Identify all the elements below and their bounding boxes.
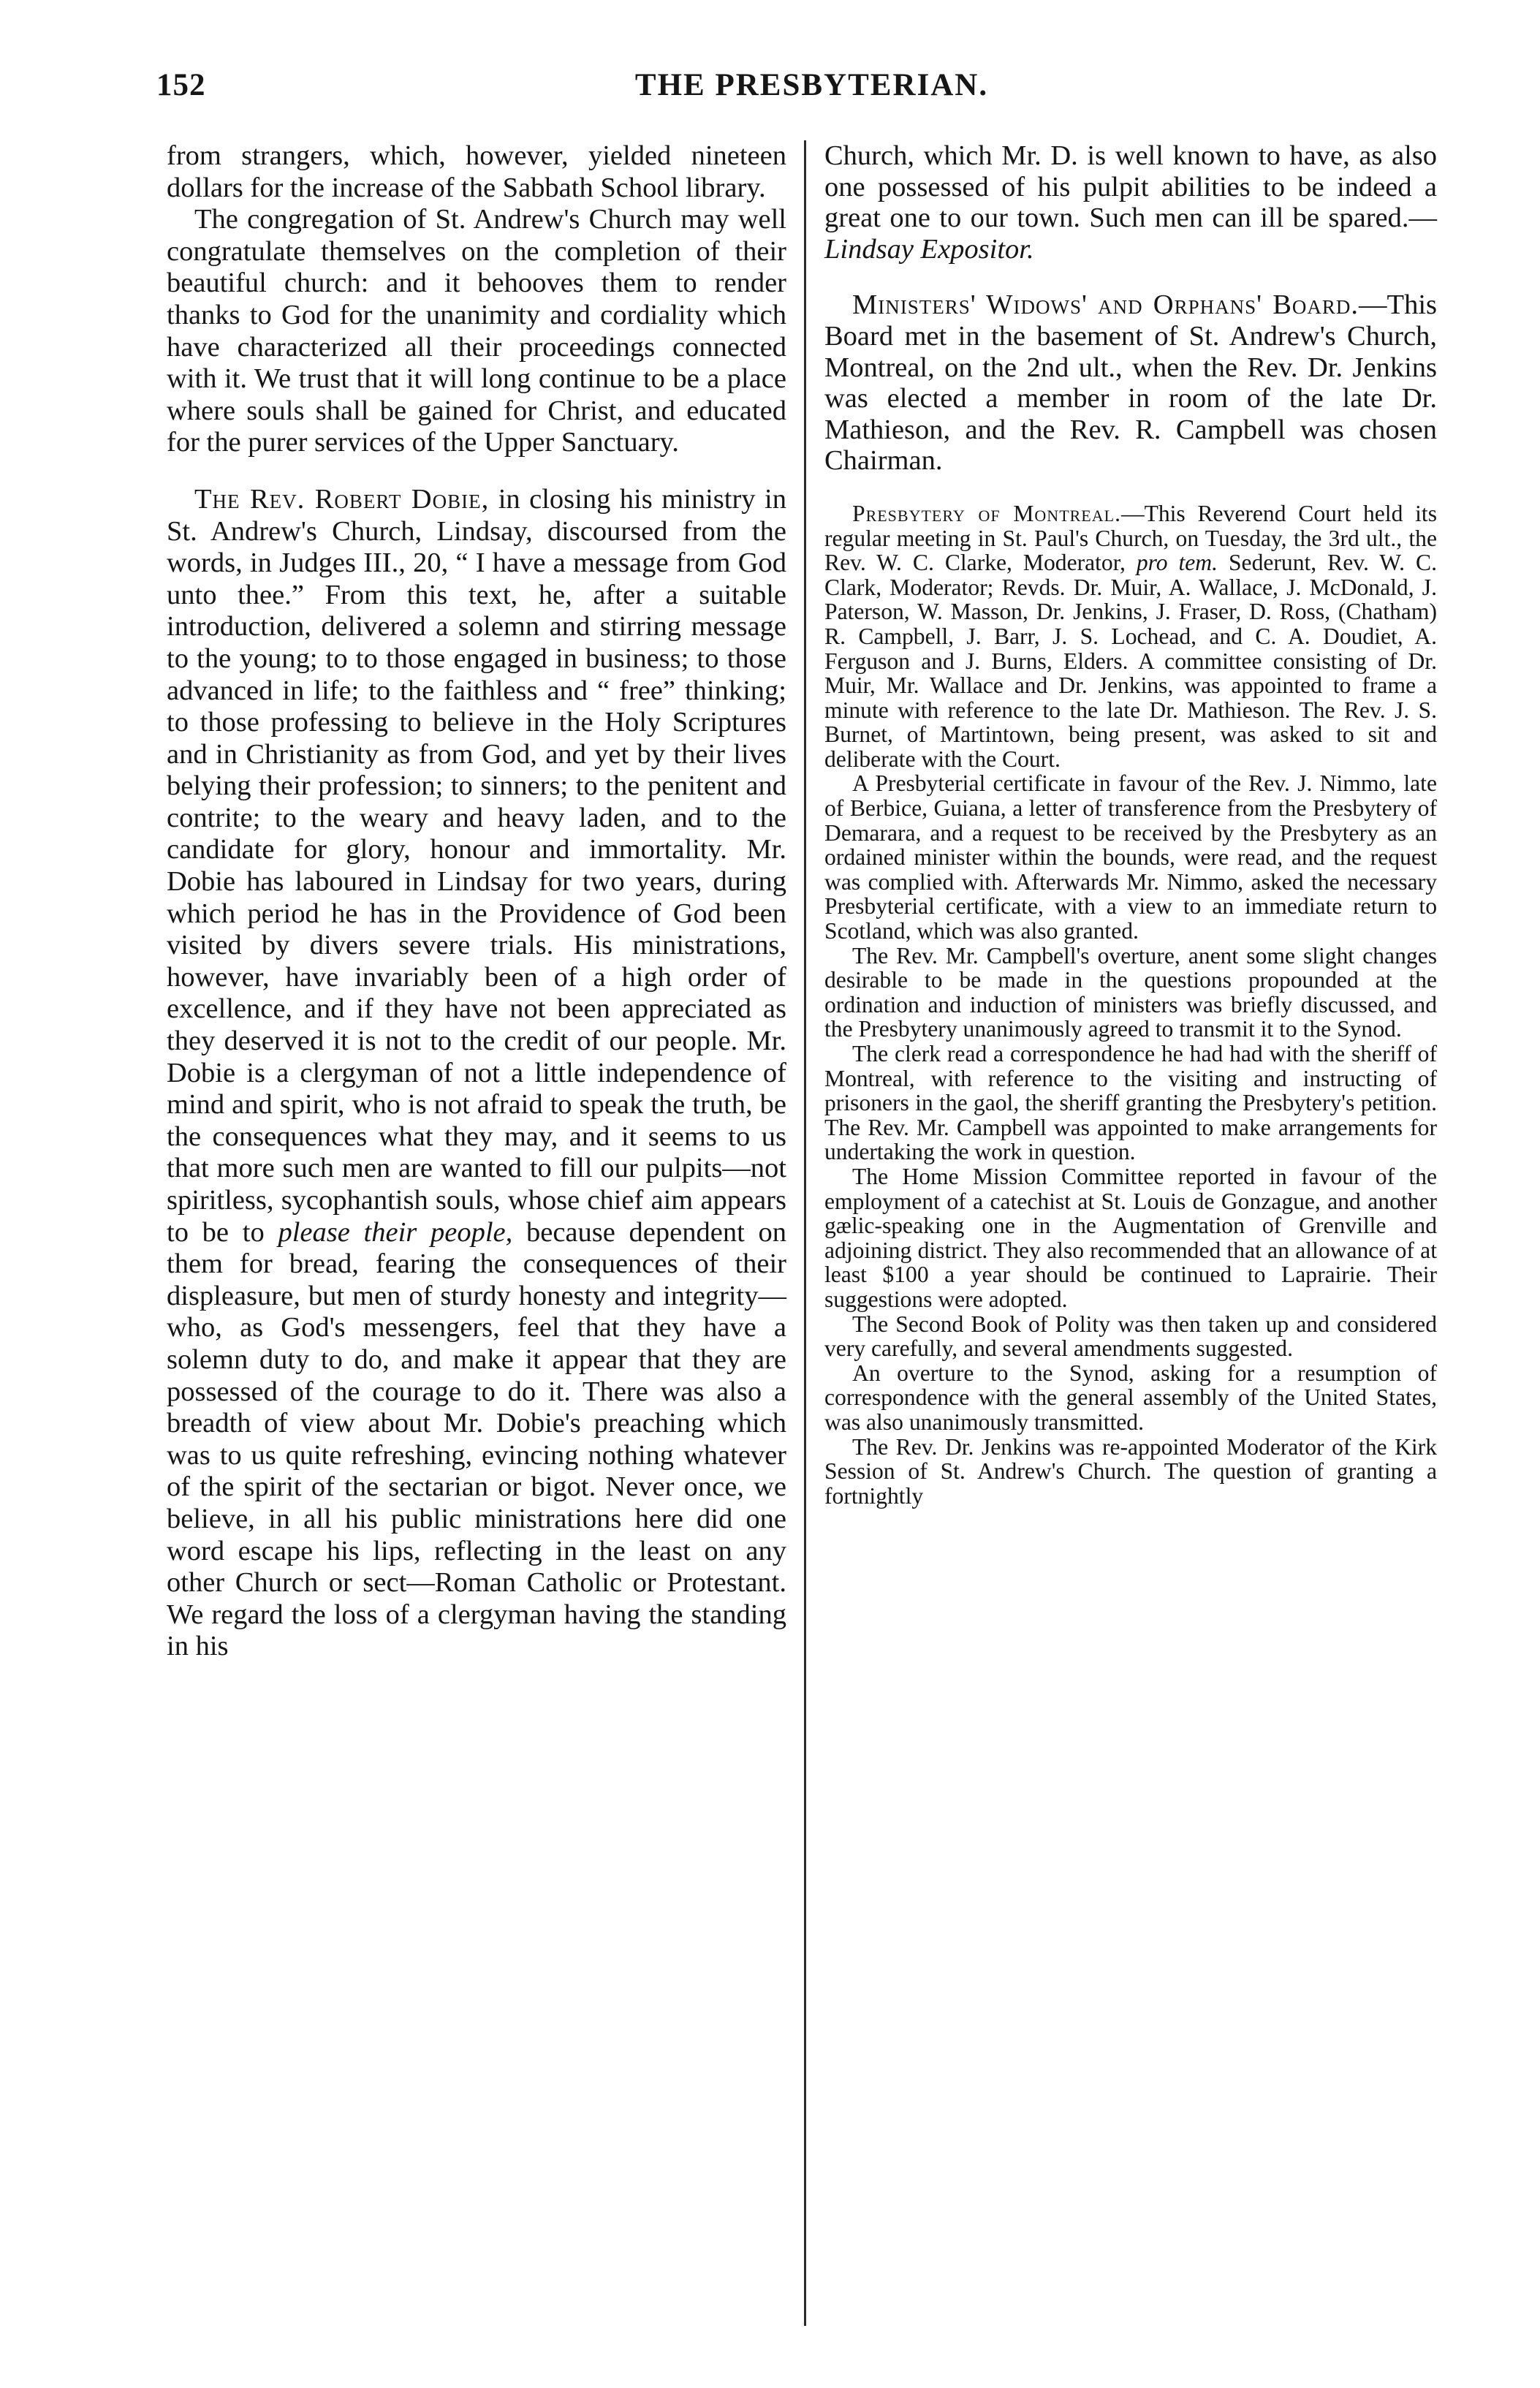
page-header: [156, 67, 1438, 111]
right-paragraph-4: A Presbyterial certificate in favour of the Rev. J. Nimmo, late of Berbice, Guiana, a letter of transference from the Presbytery of Demarara, and a request to be received by the Presbytery as an ordained minister within the bounds, were read, and the request was complied with. Afterwards Mr. Nimmo, asked the necessary Presbyterial certificate, with a view to an immediate return to Scotland, which was also granted.: [824, 770, 1437, 944]
article-heading-presbytery-montreal: Presbytery of Montreal.: [852, 500, 1121, 526]
presbytery-text-b: Sederunt, Rev. W. C. Clark, Moderator; Revds. Dr. Muir, A. Wallace, J. McDonald, J. Paterson, W. Masson, Dr. Jenkins, J. Fraser, D. Ross, (Chatham) R. Campbell, J. Barr, J. S. Lochead, and C. A. Doudiet, A. Ferguson and J. Burns, Elders. A committee consisting of Dr. Muir, Mr. Wallace and Dr. Jenkins, was appointed to frame a minute with reference to the late Dr. Mathieson. The Rev. J. S. Burnet, of Martintown, being present, was asked to sit and deliberate with the Court.: [824, 550, 1437, 772]
right-paragraph-3: [824, 501, 1437, 772]
left-paragraph-3: [167, 484, 786, 1663]
lindsay-text: Church, which Mr. D. is well known to have, as also one possessed of his pulpit abilities to be indeed a great one to our town. Such men can ill be spared.—: [824, 140, 1437, 234]
right-paragraph-5: The Rev. Mr. Campbell's overture, anent some slight changes desirable to be made in the questions propounded at the ordination and induction of ministers was briefly discussed, and the Presbytery unanimously agreed to transmit it to the Synod.: [824, 942, 1437, 1042]
column-divider: [804, 140, 806, 2326]
article-heading-widows-board: Ministers' Widows' and Orphans' Board.: [852, 289, 1359, 321]
page-number: 152: [156, 68, 206, 102]
right-paragraph-1: [824, 140, 1437, 265]
left-column: [167, 140, 786, 1663]
presbytery-text-italic: pro tem.: [1136, 550, 1218, 576]
right-paragraph-9: An overture to the Synod, asking for a resumption of correspondence with the general assembly of the United States, was also unanimously transmitted.: [824, 1360, 1437, 1435]
running-title: THE PRESBYTERIAN.: [634, 68, 989, 102]
right-paragraph-8: The Second Book of Polity was then taken up and considered very carefully, and several amendments suggested.: [824, 1311, 1437, 1362]
right-paragraph-10: The Rev. Dr. Jenkins was re-appointed Moderator of the Kirk Session of St. Andrew's Church. The question of granting a fortnightly: [824, 1433, 1437, 1509]
right-paragraph-7: The Home Mission Committee reported in favour of the employment of a catechist at St. Louis de Gonzague, and another gælic-speaking one in the Augmentation of Grenville and adjoining district. They also recommended that an allowance of at least $100 a year should be continued to Laprairie. Their suggestions were adopted.: [824, 1163, 1437, 1312]
right-column: [824, 140, 1437, 1508]
right-paragraph-2: [824, 289, 1437, 477]
presbytery-text-a: —This Reverend Court held its regular meeting in St. Paul's Church, on Tuesday, the 3rd ult., the Rev. W. C. Clarke, Moderator,: [824, 500, 1437, 576]
widows-board-text: —This Board met in the basement of St. Andrew's Church, Montreal, on the 2nd ult., when the Rev. Dr. Jenkins was elected a member in room of the late Dr. Mathieson, and the Rev. R. Campbell was chosen Chairman.: [824, 289, 1437, 477]
left-paragraph-2: The congregation of St. Andrew's Church may well congratulate themselves on the completion of their beautiful church: and it behooves them to render thanks to God for the unanimity and cordiality which have characterized all their proceedings connected with it. We trust that it will long continue to be a place where souls shall be gained for Christ, and educated for the purer services of the Upper Sanctuary.: [167, 204, 786, 458]
right-paragraph-6: The clerk read a correspondence he had had with the sheriff of Montreal, with reference to the visiting and instructing of prisoners in the gaol, the sheriff granting the Presbytery's petition. The Rev. Mr. Campbell was appointed to make arrangements for undertaking the work in question.: [824, 1041, 1437, 1165]
dobie-text-b: because dependent on them for bread, fearing the consequences of their displeasure, but men of sturdy honesty and integrity—who, as God's messengers, feel that they have a solemn duty to do, and make it appear that they are possessed of the courage to do it. There was also a breadth of view about Mr. Dobie's preaching which was to us quite refreshing, evincing nothing whatever of the spirit of the sectarian or bigot. Never once, we believe, in all his public ministrations here did one word escape his lips, reflecting in the least on any other Church or sect—Roman Catholic or Protestant. We regard the loss of a clergyman having the standing in his: [167, 1216, 787, 1662]
source-signature: Lindsay Expositor.: [824, 233, 1034, 265]
dobie-text-italic: please their people,: [278, 1216, 513, 1248]
article-heading-rev-dobie: The Rev. Robert Dobie,: [194, 483, 490, 515]
left-paragraph-1: from strangers, which, however, yielded nineteen dollars for the increase of the Sabbath School library.: [167, 140, 786, 203]
dobie-text-a: in closing his ministry in St. Andrew's Church, Lindsay, discoursed from the words, in Judges III., 20, “ I have a message from God unto thee.” From this text, he, after a suitable introduction, delivered a solemn and stirring message to the young; to to those engaged in business; to those advanced in life; to the faithless and “ free” thinking; to those professing to believe in the Holy Scriptures and in Christianity as from God, and yet by their lives belying their profession; to sinners; to the penitent and contrite; to the weary and heavy laden, and to the candidate for glory, honour and immortality. Mr. Dobie has laboured in Lindsay for two years, during which period he has in the Providence of God been visited by divers severe trials. His ministrations, however, have invariably been of a high order of excellence, and if they have not been appreciated as they deserved it is not to the credit of our people. Mr. Dobie is a clergyman of not a little independence of mind and spirit, who is not afraid to speak the truth, be the consequences what they may, and it seems to us that more such men are wanted to fill our pulpits—not spiritless, sycophantish souls, whose chief aim appears to be to: [167, 483, 786, 1248]
